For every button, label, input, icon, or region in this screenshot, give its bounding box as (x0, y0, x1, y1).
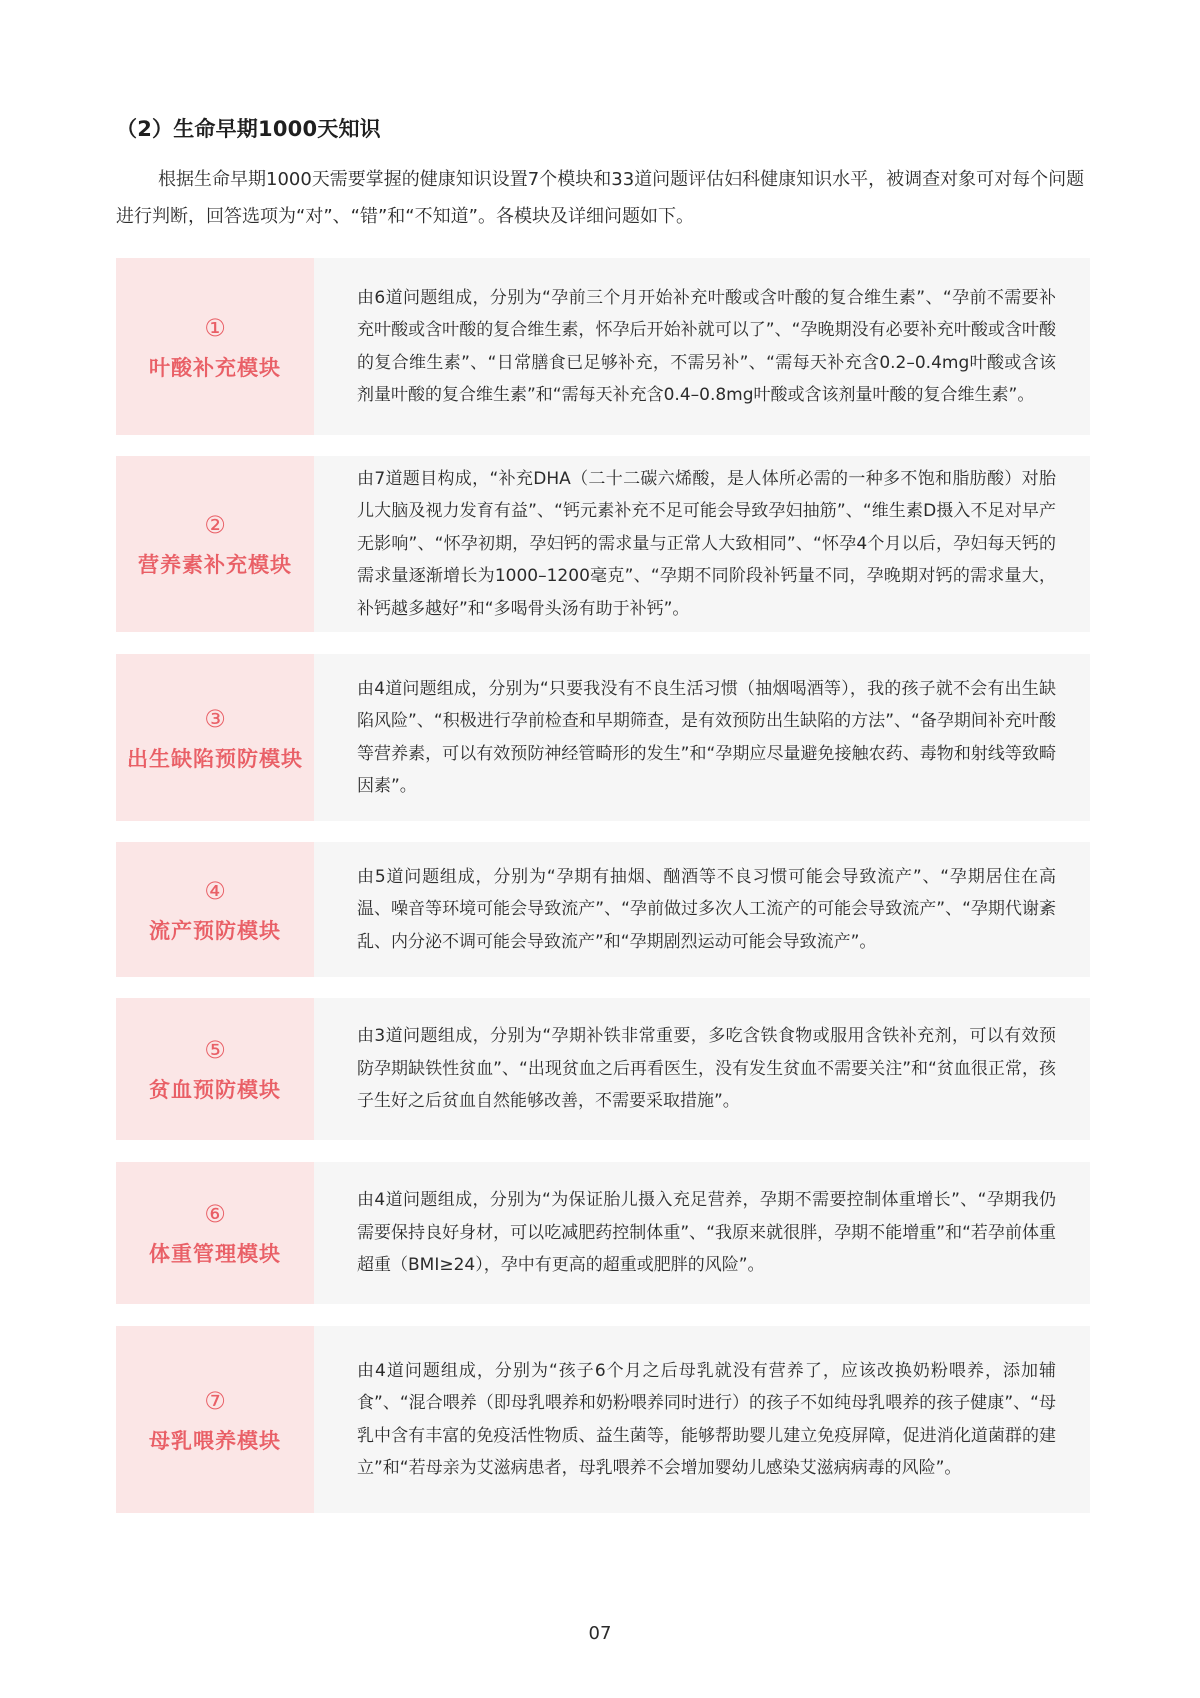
module-number: ② (204, 511, 226, 539)
module-breastfeeding (116, 1326, 1090, 1513)
module-label (116, 1162, 314, 1304)
module-label (116, 258, 314, 435)
module-description-box (314, 1162, 1090, 1304)
module-number: ③ (204, 704, 226, 733)
module-description-box (314, 1326, 1090, 1513)
module-description-box (314, 258, 1090, 435)
module-label (116, 998, 314, 1140)
module-number: ⑤ (204, 1036, 226, 1064)
module-title: 贫血预防模块 (149, 1078, 281, 1102)
module-number: ④ (204, 876, 226, 905)
module-birth-defect (116, 654, 1090, 821)
module-description-box (314, 654, 1090, 821)
module-description: 由7道题目构成，“补充DHA（二十二碳六烯酸，是人体所必需的一种多不饱和脂肪酸）对胎儿大脑及视力发育有益”、“钙元素补充不足可能会导致孕妇抽筋”、“维生素D摄入不足对早产无影响”、“怀孕初期，孕妇钙的需求量与正常人大致相同”、“怀孕4个月以后，孕妇每天钙的需求量逐渐增长为1000–1200毫克”、“孕期不同阶段补钙量不同，孕晚期对钙的需求量大，补钙越多越好”和“多喝骨头汤有助于补钙”。 (357, 468, 1056, 619)
module-number: ⑥ (204, 1200, 226, 1228)
page-number: 07 (588, 1623, 612, 1644)
module-title: 出生缺陷预防模块 (127, 746, 303, 771)
section-heading: （2）生命早期1000天知识 (116, 117, 381, 141)
module-description-box (314, 456, 1090, 632)
module-title: 叶酸补充模块 (149, 355, 281, 380)
module-label (116, 1326, 314, 1513)
module-title: 流产预防模块 (149, 918, 281, 943)
module-label (116, 456, 314, 632)
module-number: ① (204, 313, 226, 342)
module-description: 由4道问题组成，分别为“孩子6个月之后母乳就没有营养了，应该改换奶粉喂养，添加辅食”、“混合喂养（即母乳喂养和奶粉喂养同时进行）的孩子不如纯母乳喂养的孩子健康”、“母乳中含有丰富的免疫活性物质、益生菌等，能够帮助婴儿建立免疫屏障，促进消化道菌群的建立”和“若母亲为艾滋病患者，母乳喂养不会增加婴幼儿感染艾滋病病毒的风险”。 (357, 1360, 1056, 1478)
module-number: ⑦ (204, 1386, 226, 1415)
module-description: 由4道问题组成，分别为“为保证胎儿摄入充足营养，孕期不需要控制体重增长”、“孕期我仍需要保持良好身材，可以吃减肥药控制体重”、“我原来就很胖，孕期不能增重”和“若孕前体重超重（BMI≥24），孕中有更高的超重或肥胖的风险”。 (357, 1190, 1056, 1276)
module-nutrient (116, 456, 1090, 632)
module-title: 营养素补充模块 (138, 553, 292, 577)
module-anemia (116, 998, 1090, 1140)
module-miscarriage (116, 842, 1090, 977)
module-label (116, 654, 314, 821)
module-label (116, 842, 314, 977)
module-description: 由4道问题组成，分别为“只要我没有不良生活习惯（抽烟喝酒等），我的孩子就不会有出生缺陷风险”、“积极进行孕前检查和早期筛查，是有效预防出生缺陷的方法”、“备孕期间补充叶酸等营养素，可以有效预防神经管畸形的发生”和“孕期应尽量避免接触农药、毒物和射线等致畸因素”。 (357, 678, 1056, 796)
module-description: 由5道问题组成，分别为“孕期有抽烟、酗酒等不良习惯可能会导致流产”、“孕期居住在高温、噪音等环境可能会导致流产”、“孕前做过多次人工流产的可能会导致流产”、“孕期代谢紊乱、内分泌不调可能会导致流产”和“孕期剧烈运动可能会导致流产”。 (357, 866, 1056, 952)
module-weight (116, 1162, 1090, 1304)
module-description: 由3道问题组成，分别为“孕期补铁非常重要，多吃含铁食物或服用含铁补充剂，可以有效预防孕期缺铁性贫血”、“出现贫血之后再看医生，没有发生贫血不需要关注”和“贫血很正常，孩子生好之后贫血自然能够改善，不需要采取措施”。 (357, 1026, 1056, 1112)
intro-paragraph: 根据生命早期1000天需要掌握的健康知识设置7个模块和33道问题评估妇科健康知识水平，被调查对象可对每个问题进行判断，回答选项为“对”、“错”和“不知道”。各模块及详细问题如下。 (116, 169, 1085, 227)
module-title: 母乳喂养模块 (149, 1428, 281, 1453)
module-title: 体重管理模块 (149, 1242, 281, 1266)
module-description: 由6道问题组成，分别为“孕前三个月开始补充叶酸或含叶酸的复合维生素”、“孕前不需要补充叶酸或含叶酸的复合维生素，怀孕后开始补就可以了”、“孕晚期没有必要补充叶酸或含叶酸的复合维生素”、“日常膳食已足够补充，不需另补”、“需每天补充含0.2–0.4mg叶酸或含该剂量叶酸的复合维生素”和“需每天补充含0.4–0.8mg叶酸或含该剂量叶酸的复合维生素”。 (357, 287, 1056, 405)
module-folic-acid (116, 258, 1090, 435)
module-description-box (314, 842, 1090, 977)
module-description-box (314, 998, 1090, 1140)
